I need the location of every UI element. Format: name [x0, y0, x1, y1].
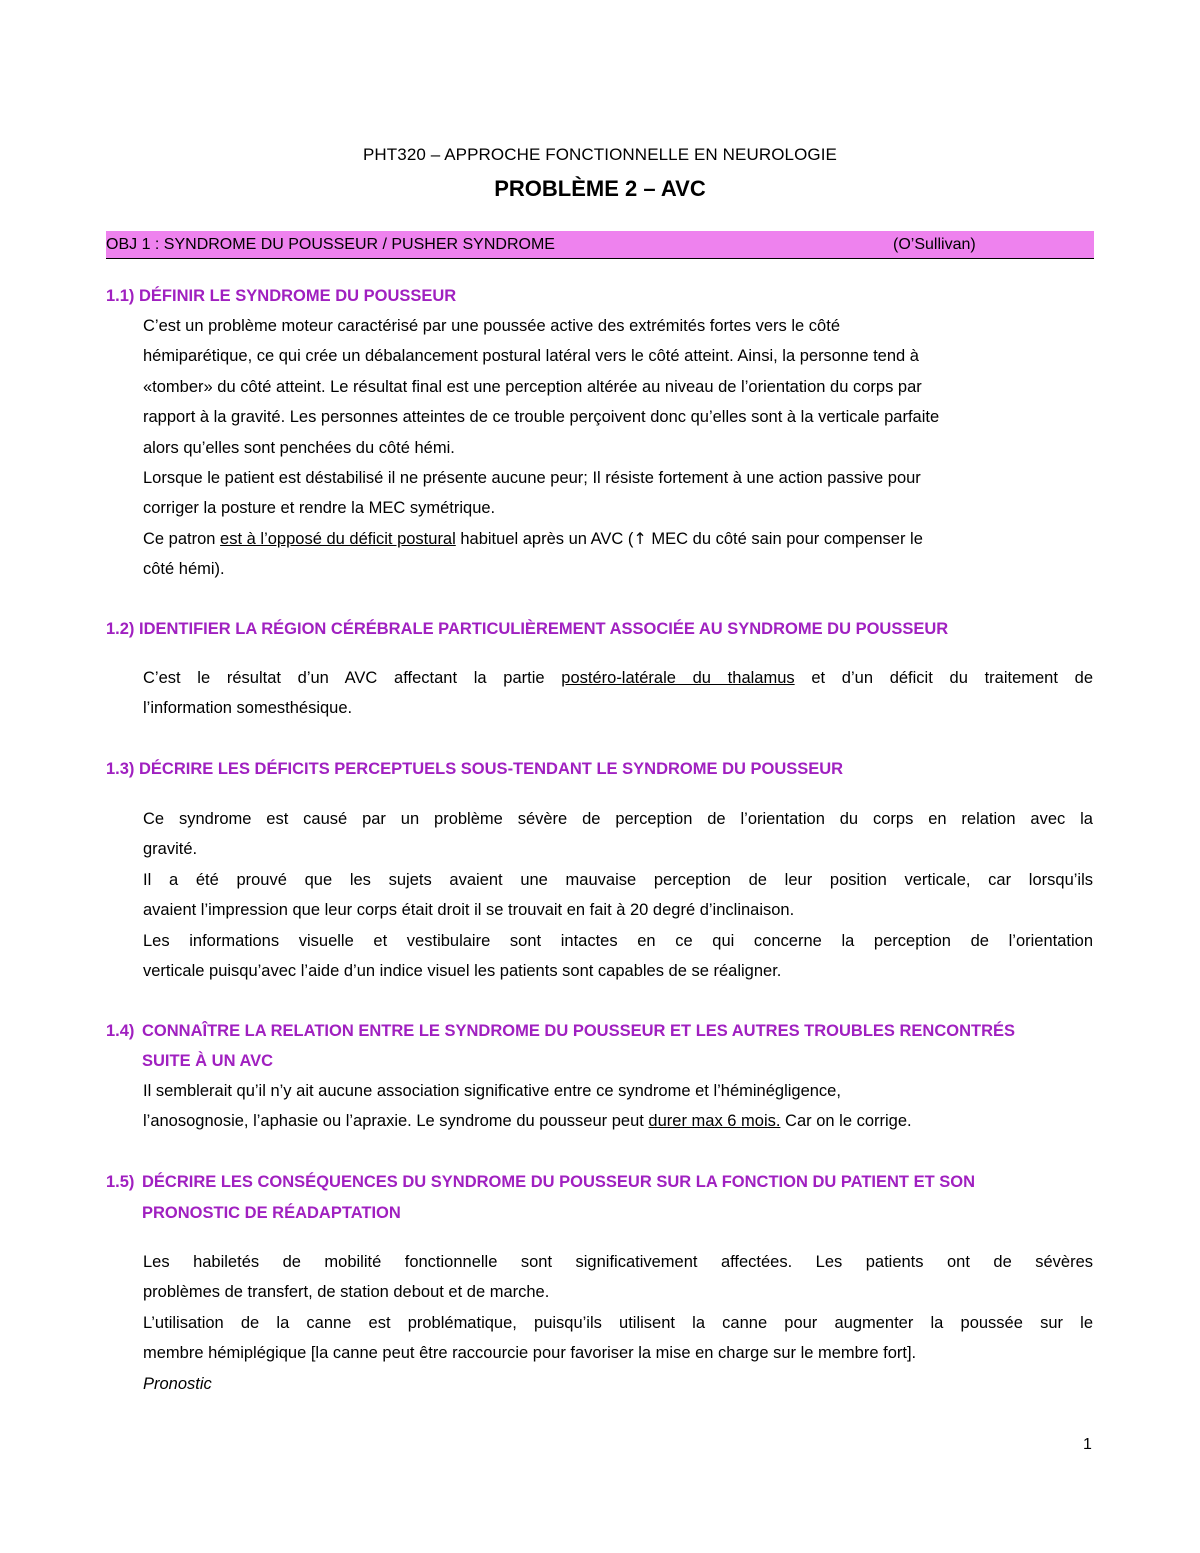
section-1-4-body [143, 1076, 1093, 1137]
paragraph-line: problèmes de transfert, de station debout et de marche. [143, 1283, 550, 1302]
section-1-3-heading: 1.3) DÉCRIRE LES DÉFICITS PERCEPTUELS SOUS-TENDANT LE SYNDROME DU POUSSEUR [106, 760, 844, 778]
text-run: l’anosognosie, l’aphasie ou l’apraxie. Le syndrome du pousseur peut [143, 1112, 649, 1131]
section-number: 1.5) [106, 1173, 135, 1191]
paragraph-line: membre hémiplégique [la canne peut être raccourcie pour favoriser la mise en charge sur le membre fort]. [143, 1344, 917, 1363]
paragraph-line: gravité. [143, 840, 198, 859]
problem-title: PROBLÈME 2 – AVC [494, 176, 706, 201]
objective-source: (O’Sullivan) [893, 236, 976, 253]
paragraph-line: Les informations visuelle et vestibulaire sont intactes en ce qui concerne la perception de l’orientation [143, 931, 1093, 950]
paragraph-line: Il a été prouvé que les sujets avaient une mauvaise perception de leur position verticale, car lorsqu’ils [143, 870, 1093, 889]
paragraph-line: Les habiletés de mobilité fonctionnelle sont significativement affectées. Les patients ont de sévères [143, 1253, 1093, 1271]
course-title: PHT320 – APPROCHE FONCTIONNELLE EN NEUROLOGIE [362, 145, 837, 164]
paragraph-line: alors qu’elles sont penchées du côté hémi. [143, 438, 455, 457]
paragraph-line: corriger la posture et rendre la MEC symétrique. [143, 499, 496, 518]
text-run: MEC du côté sain pour compenser le [646, 529, 923, 548]
heading-text: CONNAÎTRE LA RELATION ENTRE LE SYNDROME DU POUSSEUR ET LES AUTRES TROUBLES RENCONTRÉS [142, 1022, 1016, 1040]
text-run: C’est le résultat d’un AVC affectant la partie [143, 669, 562, 687]
paragraph-line: rapport à la gravité. Les personnes atteintes de ce trouble perçoivent donc qu’elles sont à la verticale parfaite [143, 408, 940, 427]
paragraph-line: Lorsque le patient est déstabilisé il ne présente aucune peur; Il résiste fortement à une action passive pour [143, 469, 921, 488]
section-1-5-body [143, 1247, 1093, 1399]
paragraph-line: «tomber» du côté atteint. Le résultat final est une perception altérée au niveau de l’orientation du corps par [143, 377, 922, 396]
page-number: 1 [1083, 1436, 1092, 1453]
heading-text: DÉCRIRE LES CONSÉQUENCES DU SYNDROME DU POUSSEUR SUR LA FONCTION DU PATIENT ET SON [142, 1173, 976, 1191]
paragraph-line [143, 524, 1093, 554]
section-1-5-heading-cont: PRONOSTIC DE RÉADAPTATION [142, 1204, 401, 1222]
section-1-2-heading: 1.2) IDENTIFIER LA RÉGION CÉRÉBRALE PARTICULIÈREMENT ASSOCIÉE AU SYNDROME DU POUSSEUR [106, 620, 949, 638]
paragraph-line: l’information somesthésique. [143, 699, 353, 718]
section-1-2-body [143, 663, 1093, 724]
pronostic-subheading: Pronostic [143, 1374, 212, 1393]
section-1-5-heading [106, 1167, 1096, 1197]
paragraph-line: hémiparétique, ce qui crée un débalancement postural latéral vers le côté atteint. Ainsi, la personne tend à [143, 347, 919, 366]
text-run: et d’un déficit du traitement de [794, 669, 1093, 687]
text-run: habituel après un AVC ( [455, 529, 634, 548]
section-number: 1.4) [106, 1022, 135, 1040]
section-1-4-heading [106, 1016, 1096, 1046]
paragraph-line [143, 1106, 1093, 1136]
paragraph-line: verticale puisqu’avec l’aide d’un indice visuel les patients sont capables de se réaligner. [143, 962, 782, 981]
objective-label: OBJ 1 : SYNDROME DU POUSSEUR / PUSHER SYNDROME [106, 236, 555, 253]
underlined-text: postéro-latérale du thalamus [561, 669, 795, 687]
paragraph-line: C’est un problème moteur caractérisé par une poussée active des extrémités fortes vers le côté [143, 317, 840, 335]
paragraph-line: avaient l’impression que leur corps était droit il se trouvait en fait à 20 degré d’inclinaison. [143, 901, 795, 920]
underlined-text: est à l’opposé du déficit postural [220, 529, 456, 548]
underlined-text: durer max 6 mois. [648, 1112, 781, 1131]
section-1-1-body [143, 311, 1093, 585]
up-arrow-icon: ↑ [633, 528, 647, 548]
section-1-1-heading: 1.1) DÉFINIR LE SYNDROME DU POUSSEUR [106, 287, 457, 305]
objective-banner [106, 231, 1094, 259]
paragraph-line: côté hémi). [143, 560, 225, 579]
text-run: Ce patron [143, 529, 221, 548]
paragraph-line: Ce syndrome est causé par un problème sévère de perception de l’orientation du corps en relation avec la [143, 810, 1093, 828]
paragraph-line [143, 663, 1093, 693]
text-run: Car on le corrige. [780, 1112, 912, 1131]
section-1-3-body [143, 804, 1093, 986]
paragraph-line: Il semblerait qu’il n’y ait aucune association significative entre ce syndrome et l’héminégligence, [143, 1082, 841, 1100]
section-1-4-heading-cont: SUITE À UN AVC [142, 1052, 274, 1070]
paragraph-line: L’utilisation de la canne est problématique, puisqu’ils utilisent la canne pour augmenter la poussée sur le [143, 1313, 1093, 1332]
